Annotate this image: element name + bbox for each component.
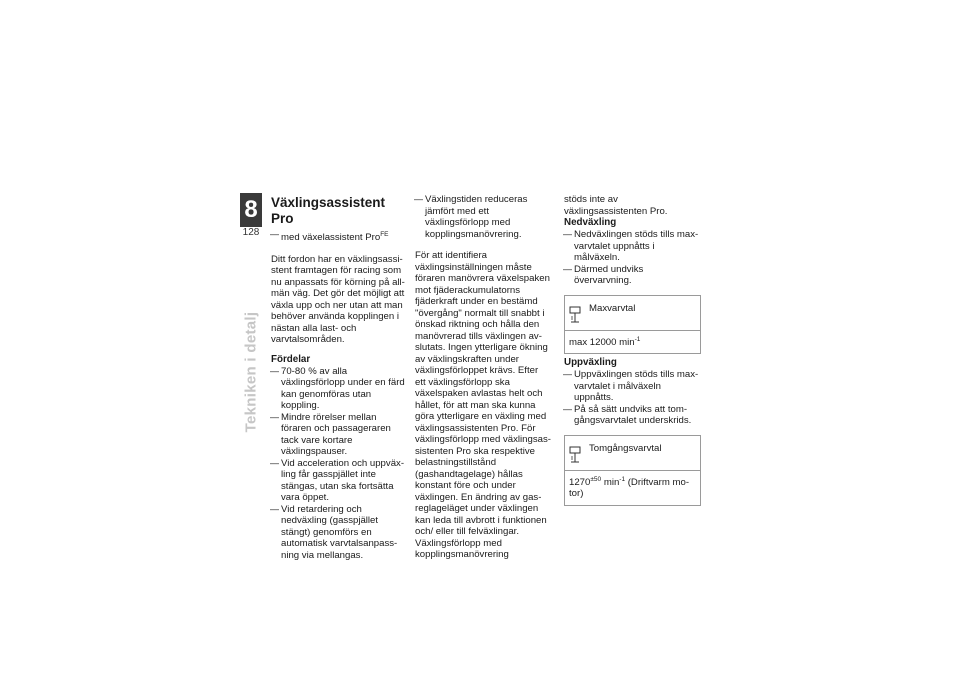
advantages-heading: Fördelar <box>271 353 311 365</box>
spec-value <box>565 471 700 505</box>
list-item: — Nedväxlingen stöds tills maxvarvtalet uppnåtts i målväxeln. <box>564 229 700 264</box>
page-number: 128 <box>242 227 260 238</box>
list-item: — 70-80 % av alla växlingsförlopp under en färd kan genomföras utan koppling. <box>271 366 407 412</box>
upshift-heading: Uppväxling <box>564 357 617 368</box>
continuation-paragraph: stöds inte av växlingsassistenten Pro. <box>564 194 668 217</box>
option-superscript: FE <box>380 231 389 238</box>
chapter-number: 8 <box>240 193 262 227</box>
chapter-side-title: Tekniken i detalj <box>242 311 260 433</box>
advantages-list-continued <box>415 194 551 240</box>
advantages-list <box>271 366 407 562</box>
section-title: Växlingsassistent Pro <box>271 195 386 226</box>
spec-unit: min <box>601 476 620 488</box>
upshift-list <box>564 369 700 427</box>
spec-unit-superscript: -1 <box>619 475 626 483</box>
downshift-list <box>564 229 700 287</box>
spec-header <box>565 296 700 331</box>
intro-paragraph: Ditt fordon har en växlingsassistent framtagen för racing som nu anpassats för körning på allmän väg. Det gör det möjligt att växla upp och ner utan att man behöver använda kopplingen i nästan alla last- och varvtalsområden. <box>271 253 405 345</box>
engine-spec-icon <box>569 306 581 324</box>
list-item: — Vid retardering och nedväxling (gasspjället stängt) genomförs en automatisk varvtalsanpassning via mellangas. <box>271 504 407 562</box>
spec-label: Maxvarvtal <box>589 302 636 314</box>
spec-value <box>565 331 700 354</box>
column-2 <box>415 194 551 569</box>
column-3 <box>564 194 700 509</box>
option-item <box>271 229 407 244</box>
body-paragraph: För att identifiera växlingsinställningen måste föraren manövrera växelspaken mot fjäderackumulatorns fjäderkraft under en bestämd "övergång" normalt till snabbt i önskad riktning och hålla den manövrerad tills växlingen avslutats. Ingen ytterligare ökning av växlingskraften under växlingsförloppet krävs. Efter ett växlingsförlopp ska växelspaken avlastas helt och hållet, för att man ska kunna göra ytterligare en växling med växlingsassistenten Pro. För växlingsförlopp med växlingsassistenten Pro ska respektive belastningstillstånd (gashandtagelage) hållas konstant före och under växlingen. En ändring av gasreglageläget under växlingen kan leda till avbrott i funktionen och/ eller till felväxlingar. Växlingsförlopp med kopplingsmanövrering <box>415 250 551 560</box>
spec-value-text: max 12000 min <box>569 336 635 348</box>
spec-label: Tomgångsvarvtal <box>589 442 662 454</box>
spec-tolerance: ±50 <box>590 475 602 483</box>
downshift-heading: Nedväxling <box>564 217 617 228</box>
list-item: — Växlingstiden reduceras jämfört med ett växlingsförlopp med kopplingsmanövrering. <box>415 194 551 240</box>
list-item: — Vid acceleration och uppväxling får gasspjället inte stängas, utan ska fortsätta vara öppet. <box>271 458 407 504</box>
list-item: — Därmed undviks övervarvning. <box>564 264 700 287</box>
spec-value-main: 1270 <box>569 476 591 488</box>
engine-spec-icon <box>569 446 581 464</box>
option-text: med växelassistent Pro <box>281 232 381 243</box>
column-1 <box>271 195 407 561</box>
option-line <box>271 229 407 244</box>
spec-box-max-rpm <box>564 295 701 355</box>
list-item: — På så sätt undviks att tomgångsvarvtalet underskrids. <box>564 404 700 427</box>
spec-box-idle-rpm <box>564 435 701 506</box>
list-item: — Mindre rörelser mellan föraren och passageraren tack vare kortare växlingspauser. <box>271 412 407 458</box>
spec-header <box>565 436 700 471</box>
spec-note: (Driftvarm motor) <box>569 476 690 499</box>
spec-unit-superscript: -1 <box>634 335 641 343</box>
list-item: — Uppväxlingen stöds tills maxvarvtalet i målväxeln uppnåtts. <box>564 369 700 404</box>
